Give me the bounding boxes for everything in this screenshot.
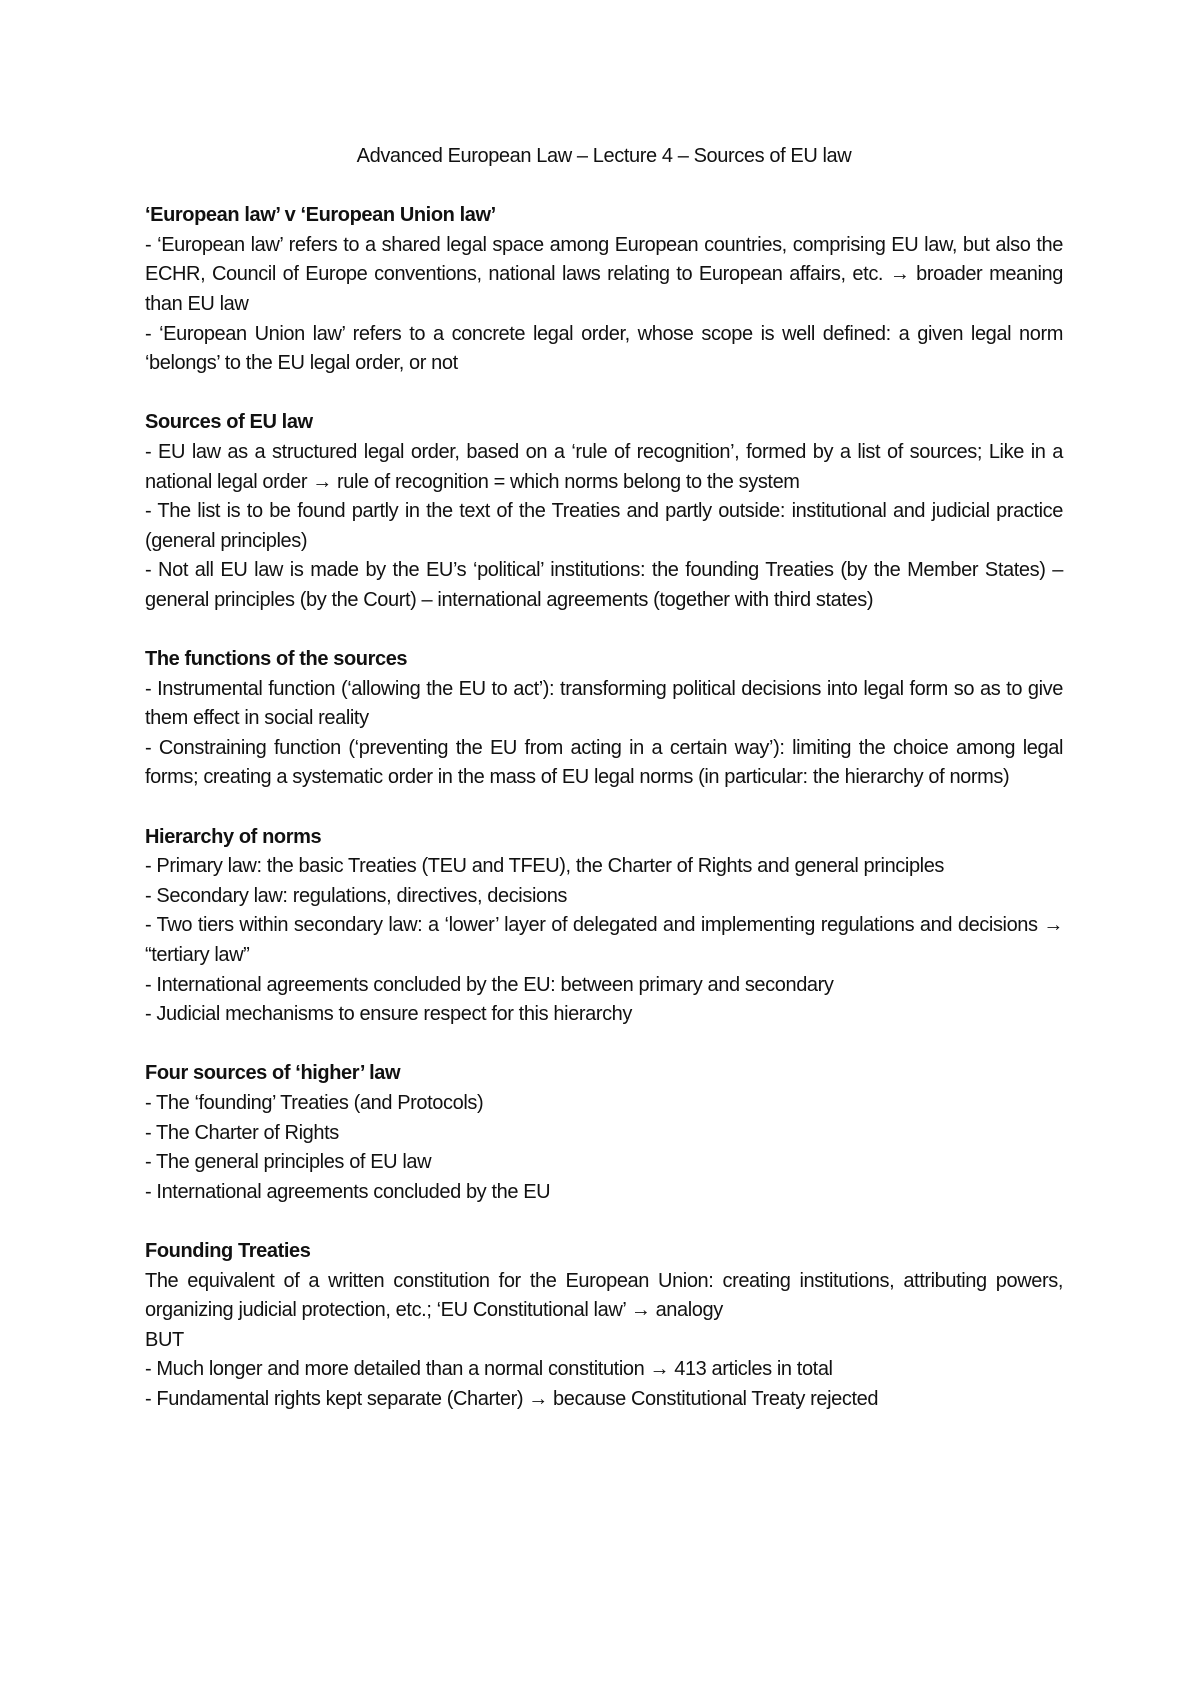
list-item: - ‘European law’ refers to a shared legal space among European countries, comprising EU law, but also the ECHR, Council of Europe conventions, national laws relating to European affairs, etc. → broader meaning than EU law (145, 233, 1063, 315)
section-sources (145, 408, 1063, 615)
section-heading: ‘European law’ v ‘European Union law’ (145, 204, 496, 227)
list-item: - EU law as a structured legal order, based on a ‘rule of recognition’, formed by a list of sources; Like in a national legal order → rule of recognition = which norms belong to the system (145, 440, 1063, 493)
list-item: - International agreements concluded by the EU: between primary and secondary (145, 973, 834, 996)
list-item: - International agreements concluded by the EU (145, 1180, 551, 1203)
section-heading: Hierarchy of norms (145, 825, 322, 848)
section-functions (145, 645, 1063, 793)
section-intro-but: BUT (145, 1328, 184, 1351)
document-title: Advanced European Law – Lecture 4 – Sources of EU law (356, 145, 852, 167)
list-item: - Fundamental rights kept separate (Charter) → because Constitutional Treaty rejected (145, 1387, 879, 1410)
section-hierarchy (145, 823, 1063, 1030)
document-page (145, 142, 1063, 1444)
list-item: - Primary law: the basic Treaties (TEU and TFEU), the Charter of Rights and general principles (145, 855, 945, 878)
section-intro: The equivalent of a written constitution for the European Union: creating institutions, attributing powers, organizing judicial protection, etc.; ‘EU Constitutional law’ → analogy (145, 1269, 1063, 1322)
list-item: - Judicial mechanisms to ensure respect for this hierarchy (145, 1003, 633, 1026)
list-item: - Instrumental function (‘allowing the EU to act’): transforming political decisions into legal form so as to give them effect in social reality (145, 677, 1063, 730)
list-item: - Two tiers within secondary law: a ‘lower’ layer of delegated and implementing regulations and decisions → “tertiary law” (145, 914, 1063, 967)
list-item: - Secondary law: regulations, directives, decisions (145, 884, 568, 907)
list-item: - The general principles of EU law (145, 1151, 432, 1174)
list-item: - The Charter of Rights (145, 1121, 339, 1144)
list-item: - Not all EU law is made by the EU’s ‘political’ institutions: the founding Treaties (by the Member States) – general principles (by the Court) – international agreements (together with third states) (145, 559, 1063, 611)
section-founding-treaties (145, 1237, 1063, 1415)
section-heading: Founding Treaties (145, 1239, 311, 1262)
section-heading: Four sources of ‘higher’ law (145, 1062, 401, 1085)
list-item: - The list is to be found partly in the text of the Treaties and partly outside: institutional and judicial practice (general principles) (145, 500, 1063, 552)
section-heading: The functions of the sources (145, 648, 408, 671)
list-item: - Much longer and more detailed than a normal constitution → 413 articles in total (145, 1358, 833, 1381)
list-item: - ‘European Union law’ refers to a concrete legal order, whose scope is well defined: a given legal norm ‘belongs’ to the EU legal order, or not (145, 322, 1063, 375)
section-european-law (145, 201, 1063, 379)
section-heading: Sources of EU law (145, 411, 313, 434)
section-higher-law (145, 1059, 1063, 1207)
list-item: - Constraining function (‘preventing the EU from acting in a certain way’): limiting the choice among legal forms; creating a systematic order in the mass of EU legal norms (in particular: the hierarchy of norms) (145, 736, 1063, 789)
list-item: - The ‘founding’ Treaties (and Protocols) (145, 1092, 484, 1114)
